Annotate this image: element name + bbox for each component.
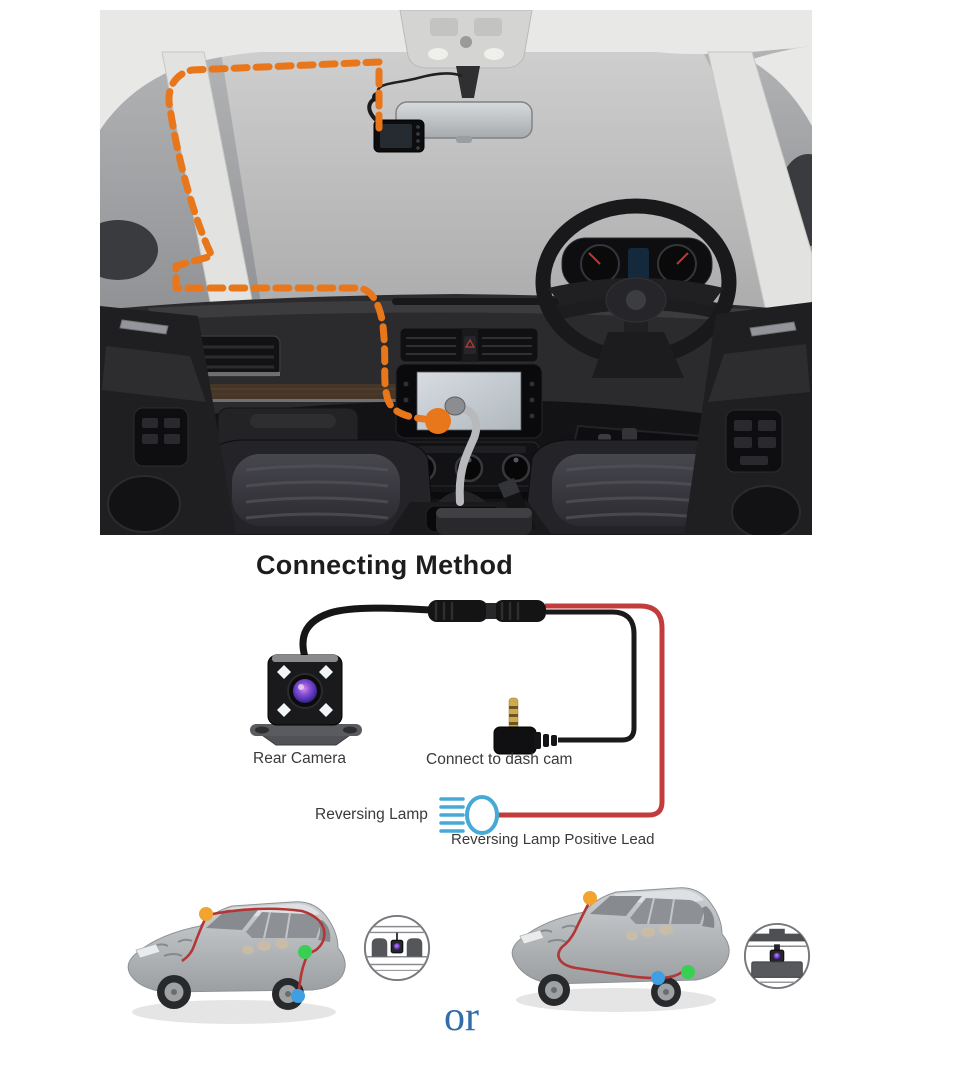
left-door-speaker (108, 476, 180, 532)
reversing-lamp-label: Reversing Lamp (315, 806, 428, 823)
windshield-point-dot (583, 891, 597, 905)
cable-route-endpoint-dot (425, 408, 451, 434)
connection-diagram (0, 548, 964, 858)
windshield-point-dot (199, 907, 213, 921)
section-title: Connecting Method (256, 550, 514, 580)
rear-window-point-dot (298, 945, 312, 959)
red-positive-wire (497, 606, 662, 815)
headrest (407, 938, 423, 956)
overhead-console (400, 10, 532, 68)
bumper-point-dot (651, 971, 665, 985)
connect-to-dash-cam-label: Connect to dash cam (426, 751, 573, 768)
reversing-lamp-icon (441, 797, 497, 833)
jack-plug-icon (494, 698, 557, 754)
gear-knob (445, 397, 465, 415)
headrest (372, 938, 388, 956)
rear-camera-icon (250, 655, 362, 745)
rear-camera-label: Rear Camera (253, 750, 347, 767)
or-separator: or (444, 994, 479, 1040)
car-floor-route-illustration (498, 874, 742, 1020)
lamp-point-dot (681, 965, 695, 979)
license-plate-bar (752, 962, 803, 978)
black-video-wire (546, 612, 634, 740)
car-roof-route-illustration (112, 888, 364, 1036)
rear-bumper-camera-view-icon (742, 921, 812, 991)
barrel-connector-icon (428, 600, 546, 622)
positive-lead-label: Reversing Lamp Positive Lead (451, 831, 655, 848)
camera-cable (303, 608, 430, 657)
car-interior-photo (100, 10, 812, 535)
right-door-speaker (732, 486, 800, 535)
rear-window-camera-view-icon (362, 913, 432, 983)
bumper-point-dot (291, 989, 305, 1003)
